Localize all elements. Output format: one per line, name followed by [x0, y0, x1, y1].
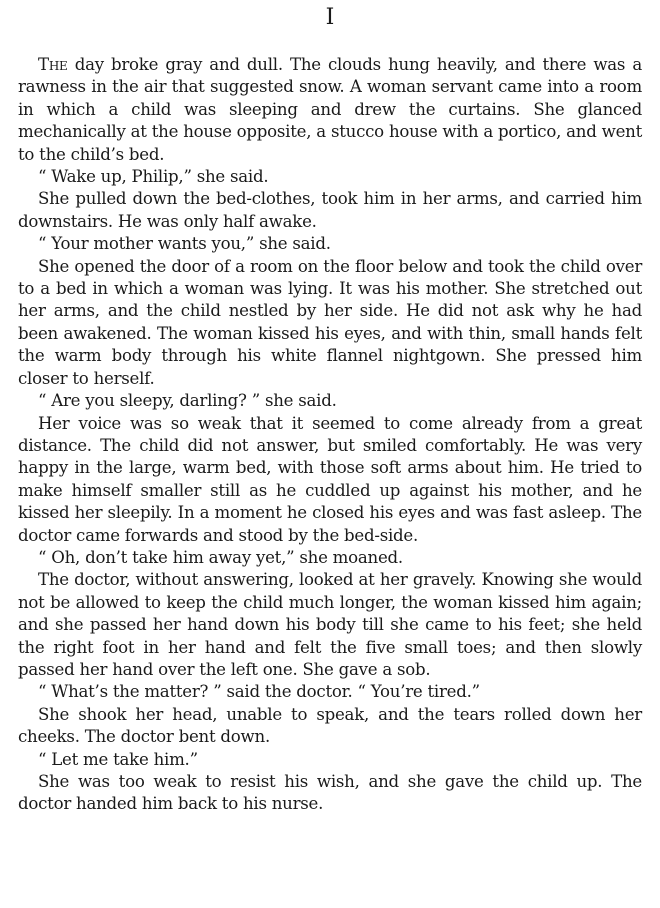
- paragraph: “ What’s the matter? ” said the doctor. “ You’re tired.”: [38, 682, 480, 702]
- chapter-body: [18, 54, 642, 816]
- paragraph: “ Are you sleepy, darling? ” she said.: [38, 391, 337, 411]
- paragraph: She pulled down the bed-clothes, took him in her arms, and carried him downstairs. He was only half awake.: [18, 189, 642, 231]
- paragraph: “ Wake up, Philip,” she said.: [38, 167, 269, 187]
- paragraph: “ Your mother wants you,” she said.: [38, 234, 331, 254]
- opening-word: The: [38, 55, 68, 74]
- paragraph: Her voice was so weak that it seemed to come already from a great distance. The child did not answer, but smiled comfortably. He was very happy in the large, warm bed, with those soft arms about him. He tried to make himself smaller still as he cuddled up against his mother, and he kissed her sleepily. In a moment he closed his eyes and was fast asleep. The doctor came forwards and stood by the bed-side.: [18, 413, 642, 545]
- paragraph-text: day broke gray and dull. The clouds hung heavily, and there was a rawness in the air that suggested snow. A woman servant came into a room in which a child was sleeping and drew the curtains. She glanced mechanically at the house opposite, a stucco house with a portico, and went to the child’s bed.: [18, 55, 642, 164]
- paragraph: She was too weak to resist his wish, and she gave the child up. The doctor handed him back to his nurse.: [18, 772, 642, 814]
- paragraph: “ Oh, don’t take him away yet,” she moaned.: [38, 547, 403, 567]
- chapter-number: I: [325, 5, 335, 30]
- paragraph: She shook her head, unable to speak, and the tears rolled down her cheeks. The doctor bent down.: [18, 704, 642, 747]
- paragraph: “ Let me take him.”: [38, 749, 198, 769]
- paragraph: [18, 54, 642, 166]
- paragraph: She opened the door of a room on the floor below and took the child over to a bed in which a woman was lying. It was his mother. She stretched out her arms, and the child nestled by her side. He did not ask why he had been awakened. The woman kissed his eyes, and with thin, small hands felt the warm body through his white flannel nightgown. She pressed him closer to herself.: [18, 256, 642, 388]
- paragraph: The doctor, without answering, looked at her gravely. Knowing she would not be allowed to keep the child much longer, the woman kissed him again; and she passed her hand down his body till she came to his feet; she held the right foot in her hand and felt the five small toes; and then slowly passed her hand over the left one. She gave a sob.: [18, 570, 642, 679]
